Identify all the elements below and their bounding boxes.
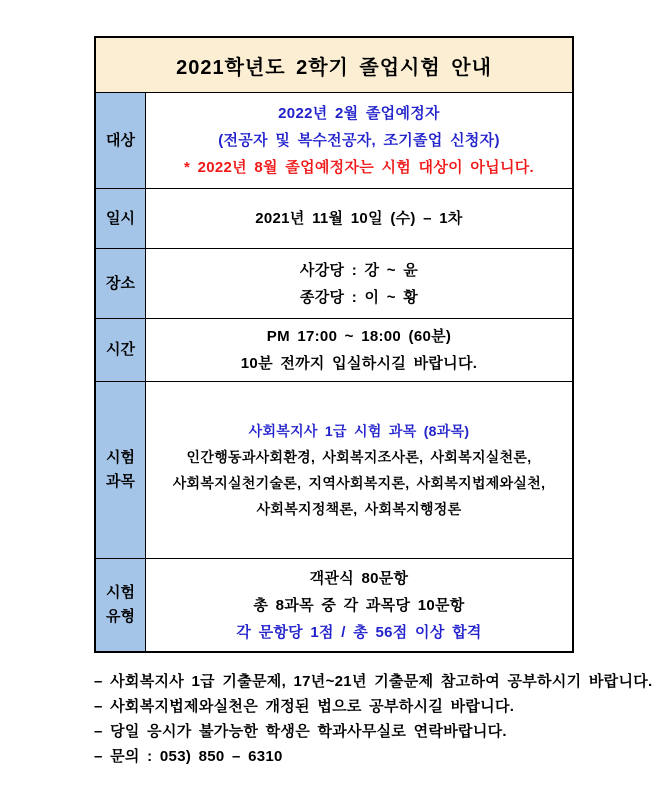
row-location [96, 248, 572, 318]
row-datetime [96, 188, 572, 248]
row-format-label [96, 559, 146, 651]
row-time [96, 318, 572, 381]
row-subjects [96, 381, 572, 558]
page-title: 2021학년도 2학기 졸업시험 안내 [176, 56, 492, 79]
subjects-line-3: 사회복지정책론, 사회복지행정론 [256, 501, 462, 517]
subjects-header-line: 사회복지사 1급 시험 과목 (8과목) [248, 423, 470, 439]
target-line-2: (전공자 및 복수전공자, 조기졸업 신청자) [218, 132, 500, 149]
row-location-label [96, 249, 146, 318]
row-label-text: 시험 [106, 449, 135, 466]
note-line-2: – 사회복지법제와실천은 개정된 법으로 공부하시길 바랍니다. [94, 698, 515, 715]
row-label-text: 시간 [106, 341, 135, 358]
row-subjects-label [96, 382, 146, 558]
row-label-text: 장소 [106, 274, 135, 292]
table-title-row [96, 38, 572, 92]
location-line-2: 종강당 : 이 ~ 황 [299, 288, 419, 306]
row-format [96, 558, 572, 651]
footer-notes [94, 669, 654, 769]
row-datetime-label [96, 189, 146, 248]
row-datetime-content [146, 189, 572, 248]
row-label-text: 일시 [106, 209, 135, 227]
row-label-text: 시험 [106, 584, 135, 601]
format-line-2: 총 8과목 중 각 과목당 10문항 [253, 596, 465, 614]
target-warning-line: * 2022년 8월 졸업예정자는 시험 대상이 아닙니다. [183, 159, 535, 176]
target-line-1: 2022년 2월 졸업예정자 [278, 105, 440, 122]
row-subjects-content [146, 382, 572, 558]
subjects-line-2: 사회복지실천기술론, 지역사회복지론, 사회복지법제와실천, [172, 475, 546, 491]
row-target-content [146, 93, 572, 188]
row-format-content [146, 559, 572, 651]
row-label-text: 대상 [106, 131, 135, 149]
announcement-table [94, 36, 574, 653]
row-location-content [146, 249, 572, 318]
time-line-1: PM 17:00 ~ 18:00 (60분) [266, 328, 452, 345]
row-time-label [96, 319, 146, 381]
format-passing-line: 각 문항당 1점 / 총 56점 이상 합격 [236, 623, 482, 641]
datetime-line: 2021년 11월 10일 (수) – 1차 [255, 210, 463, 227]
row-time-content [146, 319, 572, 381]
row-label-text: 과목 [106, 473, 135, 490]
location-line-1: 사강당 : 강 ~ 윤 [299, 261, 419, 279]
row-label-text: 유형 [106, 608, 135, 625]
time-line-2: 10분 전까지 입실하시길 바랍니다. [240, 355, 478, 372]
format-line-1: 객관식 80문항 [309, 569, 409, 587]
note-line-1: – 사회복지사 1급 기출문제, 17년~21년 기출문제 참고하여 공부하시기 바랍니다. [94, 673, 653, 690]
note-line-4: – 문의 : 053) 850 – 6310 [94, 748, 283, 765]
row-target-label [96, 93, 146, 188]
subjects-line-1: 인간행동과사회환경, 사회복지조사론, 사회복지실천론, [186, 449, 532, 465]
row-target [96, 92, 572, 188]
note-line-3: – 당일 응시가 불가능한 학생은 학과사무실로 연락바랍니다. [94, 723, 507, 740]
